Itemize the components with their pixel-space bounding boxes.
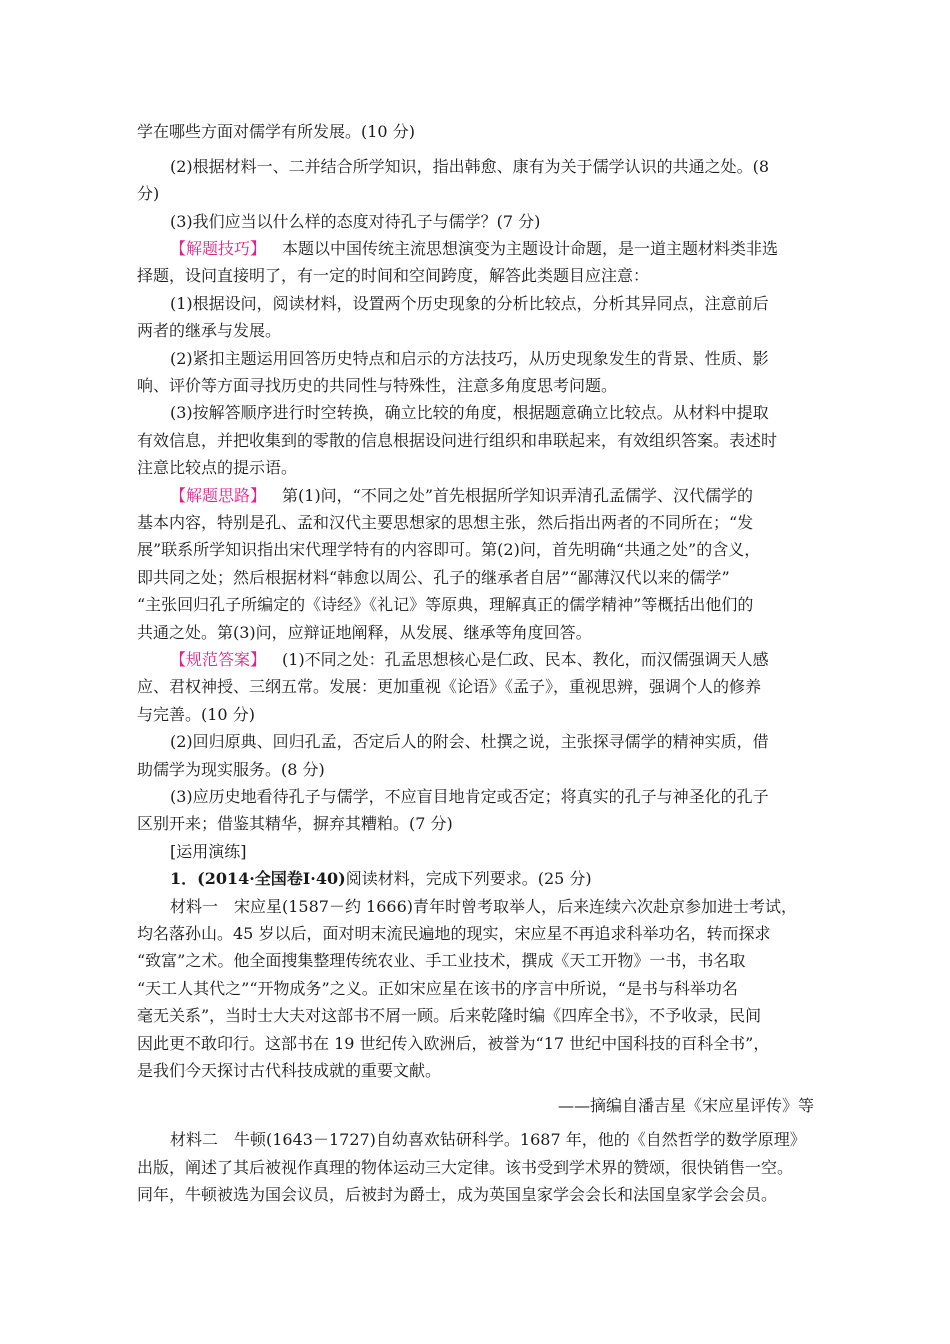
text-line: “主张回归孔子所编定的《诗经》《礼记》等原典，理解真正的儒学精神”等概括出他们的 [137, 595, 754, 614]
text-line: 第(1)问，“不同之处”首先根据所学知识弄清孔孟儒学、汉代儒学的 [282, 486, 754, 505]
text-line: (1)不同之处：孔孟思想核心是仁政、民本、教化，而汉儒强调天人感 [282, 650, 769, 669]
text-line: (3)按解答顺序进行时空转换，确立比较的角度，根据题意确立比较点。从材料中提取 [170, 403, 769, 422]
text-line: 展”联系所学知识指出宋代理学特有的内容即可。第(2)问，首先明确“共通之处”的含义， [137, 540, 761, 559]
text-line: (3)应历史地看待孔子与儒学，不应盲目地肯定或否定；将真实的孔子与神圣化的孔子 [170, 787, 769, 806]
answer-tag: 【规范答案】 [170, 650, 267, 669]
question-3: (3)我们应当以什么样的态度对待孔子与儒学？(7 分) [170, 212, 541, 231]
technique-paragraph [170, 239, 778, 259]
source-citation: ——摘编自潘吉星《宋应星评传》等 [557, 1096, 814, 1115]
approach-paragraph [170, 486, 753, 506]
text-line: 学在哪些方面对儒学有所发展。(10 分) [137, 122, 415, 141]
text-line: 同年，牛顿被选为国会议员，后被封为爵士，成为英国皇家学会会长和法国皇家学会会员。 [137, 1185, 778, 1204]
text-line: “天工人其代之”“开物成务”之义。正如宋应星在该书的序言中所说，“是书与科举功名 [137, 979, 738, 998]
text-line: 与完善。(10 分) [137, 705, 255, 724]
question-1 [170, 869, 592, 889]
text-line: 有效信息，并把收集到的零散的信息根据设问进行组织和串联起来，有效组织答案。表述时 [137, 431, 778, 450]
text-line: 均名落孙山。45 岁以后，面对明末流民遍地的现实，宋应星不再追求科举功名，转而探求 [137, 924, 771, 943]
text-line: 共通之处。第(3)问，应辩证地阐释，从发展、继承等角度回答。 [137, 623, 592, 642]
question-2: (2)根据材料一、二并结合所学知识，指出韩愈、康有为关于儒学认识的共通之处。(8 [170, 157, 770, 176]
text-line: 助儒学为现实服务。(8 分) [137, 760, 325, 779]
text-line: 应、君权神授、三纲五常。发展：更加重视《论语》《孟子》，重视思辨，强调个人的修养 [137, 677, 762, 696]
text-line: 是我们今天探讨古代科技成就的重要文献。 [137, 1061, 442, 1080]
text-line: 注意比较点的提示语。 [137, 458, 298, 477]
text-line: 出版，阐述了其后被视作真理的物体运动三大定律。该书受到学术界的赞颂，很快销售一空。 [137, 1158, 794, 1177]
text-line: (2)紧扣主题运用回答历史特点和启示的方法技巧，从历史现象发生的背景、性质、影 [170, 349, 769, 368]
question-number: 1．(2014·全国卷Ⅰ·40) [170, 869, 346, 888]
text-line: (2)回归原典、回归孔孟，否定后人的附会、杜撰之说，主张探寻儒学的精神实质，借 [170, 732, 769, 751]
question-text: 阅读材料，完成下列要求。(25 分) [345, 869, 592, 888]
text-line: 响、评价等方面寻找历史的共同性与特殊性，注意多角度思考问题。 [137, 376, 618, 395]
text-line: 本题以中国传统主流思想演变为主题设计命题，是一道主题材料类非选 [282, 239, 779, 258]
approach-tag: 【解题思路】 [170, 486, 267, 505]
text-line: 因此更不敢印行。这部书在 19 世纪传入欧洲后，被誉为“17 世纪中国科技的百科全书”， [137, 1034, 770, 1053]
material-1: 材料一 宋应星(1587－约 1666)青年时曾考取举人，后来连续六次赴京参加进士考试， [170, 897, 798, 916]
text-line: 基本内容，特别是孔、孟和汉代主要思想家的思想主张，然后指出两者的不同所在；“发 [137, 513, 754, 532]
text-line: (1)根据设问，阅读材料，设置两个历史现象的分析比较点，分析其异同点，注意前后 [170, 294, 769, 313]
section-heading: [运用演练] [170, 842, 247, 861]
text-line: 分) [137, 184, 160, 203]
text-line: 即共同之处；然后根据材料“韩愈以周公、孔子的继承者自居”“鄙薄汉代以来的儒学” [137, 568, 730, 587]
text-line: 两者的继承与发展。 [137, 321, 282, 340]
technique-tag: 【解题技巧】 [170, 239, 267, 258]
answer-paragraph [170, 650, 769, 670]
material-2: 材料二 牛顿(1643－1727)自幼喜欢钻研科学。1687 年，他的《自然哲学的数学原理》 [170, 1130, 806, 1149]
text-line: 区别开来；借鉴其精华，摒弃其糟粕。(7 分) [137, 814, 453, 833]
text-line: “致富”之术。他全面搜集整理传统农业、手工业技术，撰成《天工开物》一书，书名取 [137, 951, 746, 970]
text-line: 毫无关系”，当时士大夫对这部书不屑一顾。后来乾隆时编《四库全书》，不予收录，民间 [137, 1006, 762, 1025]
text-line: 择题，设问直接明了，有一定的时间和空间跨度，解答此类题目应注意： [137, 266, 650, 285]
